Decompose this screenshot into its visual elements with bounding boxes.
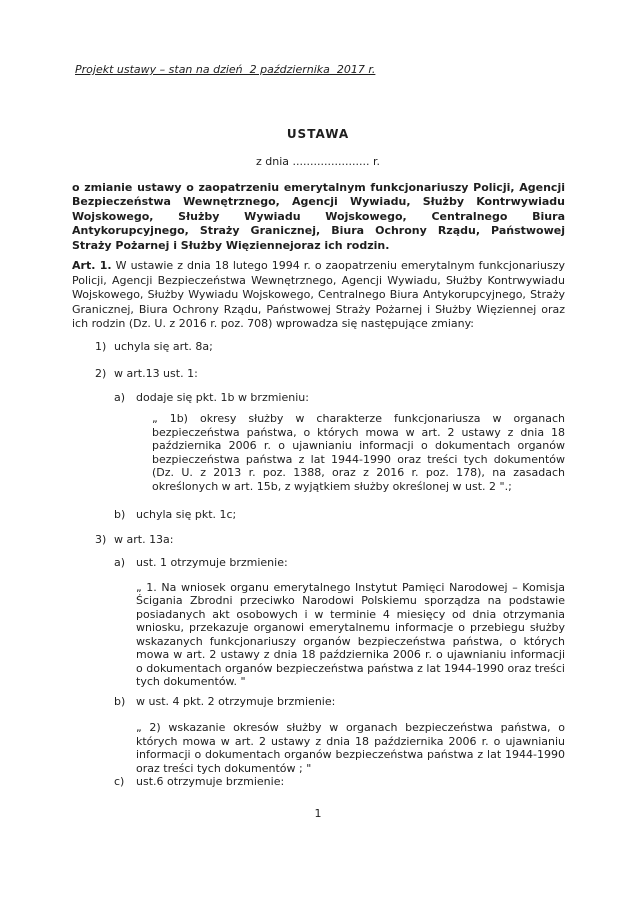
list-item-3 [95, 533, 565, 548]
list-item-3b [114, 695, 565, 710]
list-item-2a [114, 391, 565, 406]
list-item-3c [114, 775, 565, 790]
list-item-2 [95, 367, 565, 382]
list-marker: c) [114, 775, 125, 788]
list-item-text: w art. 13a: [114, 532, 174, 546]
list-item-2b [114, 508, 565, 523]
list-item-text: uchyla się pkt. 1c; [136, 508, 237, 521]
list-item-text: uchyla się art. 8a; [114, 339, 213, 353]
list-marker: a) [114, 390, 126, 404]
article-1-paragraph [72, 259, 565, 332]
list-marker: a) [114, 556, 126, 569]
date-line: z dnia ...................... r. [256, 155, 380, 168]
quoted-provision-1b: „ 1b) okresy służby w charakterze funkcjonariusza w organach bezpieczeństwa państwa, o których mowa w art. 2 ustawy z dnia 18 października 2006 r. o ujawnianiu informacji o dokumentach organów bezpieczeństwa państwa z lat 1944-1990 oraz treści tych dokumentów (Dz. U. z 2013 r. poz. 1388, oraz z 2016 r. poz. 178), na zasadach określonych w art. 15b, z wyjątkiem służby określonej w ust. 2 ".; [152, 412, 565, 493]
list-marker: b) [114, 694, 126, 708]
list-marker: 3) [95, 532, 107, 546]
quoted-provision-pkt2: „ 2) wskazanie okresów służby w organach bezpieczeństwa państwa, o których mowa w art. 2 ustawy z dnia 18 października 2006 r. o ujawnianiu informacji o dokumentach organów bezpieczeństwa państwa z lat 1944-1990 oraz treści tych dokumentów ; " [136, 721, 565, 775]
list-item-text: w art.13 ust. 1: [114, 367, 198, 380]
page-number: 1 [314, 806, 322, 820]
article-1-label: Art. 1. [72, 259, 112, 272]
list-item-text: ust.6 otrzymuje brzmienie: [136, 775, 285, 788]
article-1-text: W ustawie z dnia 18 lutego 1994 r. o zaopatrzeniu emerytalnym funkcjonariuszy Policji, Agencji Bezpieczeństwa Wewnętrznego, Agencji Wywiadu, Służby Kontrwywiadu Wojskowego, Służby Wywiadu Wojskowego, Centralnego Biura Antykorupcyjnego, Straży Granicznej, Biura Ochrony Rządu, Państwowej Straży Pożarnej i Służby Więziennej oraz ich rodzin (Dz. U. z 2016 r. poz. 708) wprowadza się następujące zmiany: [72, 259, 565, 330]
list-item-text: dodaje się pkt. 1b w brzmieniu: [136, 390, 309, 404]
list-item-1 [95, 340, 565, 355]
list-marker: 2) [95, 367, 107, 380]
list-marker: b) [114, 508, 126, 521]
list-item-text: ust. 1 otrzymuje brzmienie: [136, 556, 288, 569]
list-item-3a [114, 556, 565, 571]
list-item-text: w ust. 4 pkt. 2 otrzymuje brzmienie: [136, 694, 336, 708]
list-marker: 1) [95, 339, 107, 353]
draft-status-header: Projekt ustawy – stan na dzień 2 października 2017 r. [75, 63, 376, 76]
subject-paragraph: o zmianie ustawy o zaopatrzeniu emerytalnym funkcjonariuszy Policji, Agencji Bezpieczeństwa Wewnętrznego, Agencji Wywiadu, Służby Kontrwywiadu Wojskowego, Służby Wywiadu Wojskowego, Centralnego Biura Antykorupcyjnego, Straży Granicznej, Biura Ochrony Rządu, Państwowej Straży Pożarnej i Służby Więziennejoraz ich rodzin. [72, 180, 565, 252]
document-title: USTAWA [286, 126, 350, 141]
quoted-provision-ust1: „ 1. Na wniosek organu emerytalnego Instytut Pamięci Narodowej – Komisja Ścigania Zbrodni przeciwko Narodowi Polskiemu sporządza na podstawie posiadanych akt osobowych i w terminie 4 miesięcy od dnia otrzymania wniosku, przekazuje organowi emerytalnemu informacje o przebiegu służby wskazanych funkcjonariuszy organów bezpieczeństwa państwa, o których mowa w art. 2 ustawy z dnia 18 października 2006 r. o ujawnianiu informacji o dokumentach organów bezpieczeństwa państwa z lat 1944-1990 oraz treści tych dokumentów. " [136, 580, 565, 688]
